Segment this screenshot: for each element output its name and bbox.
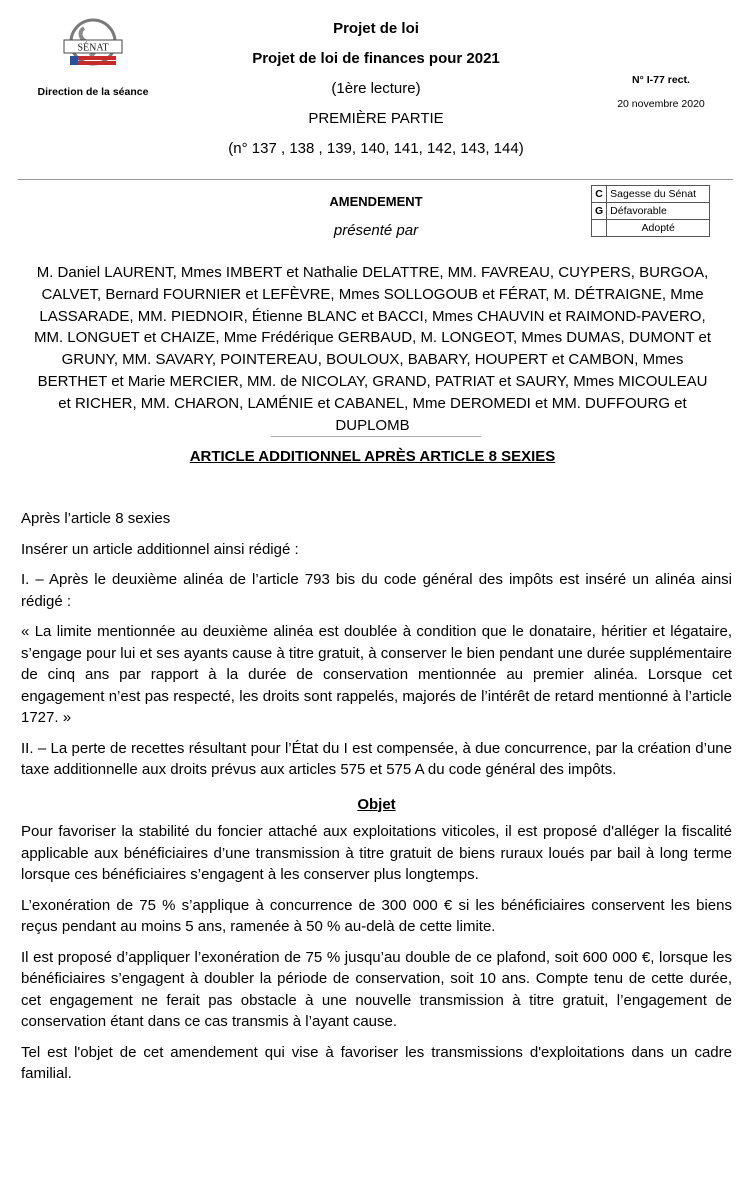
amendment-number: N° I-77 rect.: [632, 74, 690, 86]
article-title: [20, 448, 725, 465]
body-paragraph: Insérer un article additionnel ainsi rédigé :: [21, 540, 299, 558]
article-title-text: ARTICLE ADDITIONNEL APRÈS ARTICLE 8 SEXIES: [189, 448, 556, 465]
heading-line-3: (1ère lecture): [331, 80, 421, 97]
status-row: [592, 220, 710, 237]
heading-line-5: (n° 137 , 138 , 139, 140, 141, 142, 143, 144): [228, 140, 524, 157]
authors-list: M. Daniel LAURENT, Mmes IMBERT et Nathalie DELATTRE, MM. FAVREAU, CUYPERS, BURGOA, CALVET, Bernard FOURNIER et LEFÈVRE, Mmes SOLLOGOUB et FÉRAT, M. DÉTRAIGNE, Mme LASSARADE, MM. PIEDNOIR, Étienne BLANC et BACCI, Mmes CHAUVIN et RAIMOND-PAVERO, MM. LONGUET et CHAIZE, Mme Frédérique GERBAUD, M. LONGEOT, Mmes DUMAS, DUMONT et GRUNY, MM. SAVARY, POINTEREAU, BOULOUX, BABARY, HOUPERT et CAMBON, Mmes BERTHET et Marie MERCIER, MM. de NICOLAY, GRAND, PATRIAT et SAURY, Mmes MICOULEAU et RICHER, MM. CHARON, LAMÉNIE et CABANEL, Mme DEROMEDI et MM. DUFFOURG et DUPLOMB: [33, 264, 712, 434]
amendment-title: AMENDEMENT: [329, 194, 423, 209]
document-heading: [170, 14, 582, 164]
presented-by: présenté par: [333, 222, 419, 239]
direction-label: Direction de la séance: [37, 86, 149, 98]
amendment-reference: [596, 74, 726, 110]
status-key: G: [592, 203, 607, 220]
status-key: C: [592, 186, 607, 203]
status-value: Sagesse du Sénat: [607, 186, 710, 203]
body-paragraph: Après l’article 8 sexies: [21, 510, 171, 527]
body-paragraph: « La limite mentionnée au deuxième alinéa est doublée à condition que le donataire, héritier et légataire, s’engage pour lui et ses ayants cause à titre gratuit, à conserver le bien pendant une durée supplémentaire de cinq ans par rapport à la durée de conservation mentionnée au premier alinéa. Lorsque cet engagement n’est pas respecté, les droits sont rappelés, majorés de l’intérêt de retard mentionné à l’article 1727. »: [21, 623, 732, 726]
objet-paragraph: L’exonération de 75 % s’applique à concurrence de 300 000 € si les bénéficiaires conservent les biens reçus pendant au moins 5 ans, ramenée à 50 % au-delà de cette limite.: [21, 896, 732, 935]
header-divider: [18, 179, 733, 180]
status-table: [591, 185, 710, 237]
status-row: [592, 186, 710, 203]
body-paragraph: I. – Après le deuxième alinéa de l’article 793 bis du code général des impôts est inséré un alinéa ainsi rédigé :: [21, 571, 732, 610]
heading-line-2: Projet de loi de finances pour 2021: [252, 50, 500, 67]
status-row: [592, 203, 710, 220]
objet-paragraph: Tel est l'objet de cet amendement qui vise à favoriser les transmissions d'exploitations dans un cadre familial.: [21, 1043, 732, 1082]
objet-title: Objet: [357, 795, 396, 813]
body-paragraph: II. – La perte de recettes résultant pour l’État du I est compensée, à due concurrence, par la création d’une taxe additionnelle aux droits prévus aux articles 575 et 575 A du code général des impôts.: [21, 739, 732, 778]
status-key: [592, 220, 607, 237]
amendment-body: [21, 508, 732, 1094]
logo-text: SÉNAT: [77, 42, 109, 54]
senat-logo: [62, 14, 124, 86]
objet-paragraph: Pour favoriser la stabilité du foncier attaché aux exploitations viticoles, il est proposé d'alléger la fiscalité applicable aux bénéficiaires d’une transmission à titre gratuit de biens ruraux loués par bail à long terme lorsque ces bénéficiaires s’engagent à les conserver plus longtemps.: [21, 823, 732, 883]
status-value: Défavorable: [607, 203, 710, 220]
heading-line-1: Projet de loi: [333, 20, 419, 37]
authors-divider: [271, 436, 481, 437]
amendment-date: 20 novembre 2020: [617, 98, 705, 110]
heading-line-4: PREMIÈRE PARTIE: [308, 110, 444, 127]
status-value: Adopté: [607, 220, 710, 237]
objet-paragraph: Il est proposé d’appliquer l’exonération de 75 % jusqu’au double de ce plafond, soit 600 000 €, lorsque les bénéficiaires s’engagent à doubler la période de conservation, soit 10 ans. Compte tenu de cette durée, cet engagement ne ferait pas obstacle à une nouvelle transmission à titre gratuit, l’engagement de conservation étant dans ce cas transmis à l’ayant cause.: [21, 948, 732, 1030]
